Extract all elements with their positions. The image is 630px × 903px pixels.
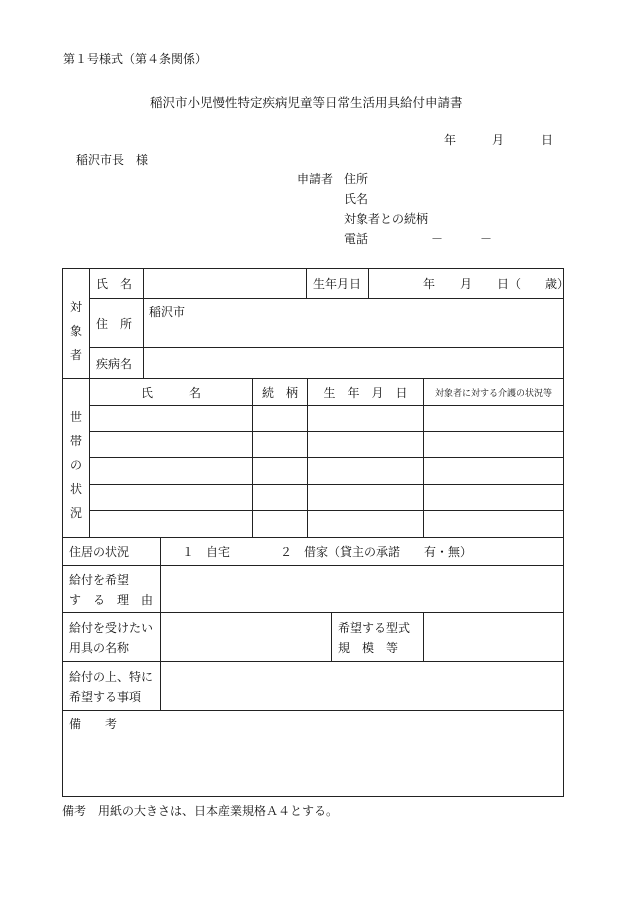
equipment-model-label: 希望する型式 規 模 等: [338, 621, 411, 655]
household-section-label: 世 帯 の 状 況: [69, 410, 82, 520]
remarks-label: 備 考: [69, 717, 118, 731]
household-col-birthdate: 生 年 月 日: [323, 385, 408, 400]
form-number: 第１号様式（第４条関係）: [63, 52, 208, 66]
addressee: 稲沢市長 様: [76, 153, 149, 167]
household-col-care: 対象者に対する介護の状況等: [434, 388, 552, 399]
applicant-label: 申請者: [297, 172, 334, 186]
equipment-name-field[interactable]: [161, 613, 331, 661]
requests-label: 給付の上、特に 希望する事項: [69, 670, 154, 704]
remarks-field[interactable]: [63, 731, 563, 795]
subject-section-label: 対 象 者: [69, 300, 82, 362]
page-title: 稲沢市小児慢性特定疾病児童等日常生活用具給付申請書: [150, 95, 463, 110]
date-year-label: 年: [444, 133, 457, 147]
equipment-name-label: 給付を受けたい 用具の名称: [69, 621, 154, 655]
residence-label: 住居の状況: [69, 545, 130, 559]
applicant-name-label: 氏名: [344, 192, 369, 206]
residence-option-own[interactable]: １ 自宅: [182, 545, 231, 559]
subject-address-value: 稲沢市: [149, 305, 186, 319]
reason-field[interactable]: [161, 566, 563, 612]
date-day-label: 日: [541, 133, 554, 147]
birth-day-age-label: 日（ 歳）: [497, 277, 570, 291]
residence-option-rent[interactable]: ２ 借家（貸主の承諾 有・無）: [280, 545, 473, 559]
household-col-relation: 続 柄: [261, 385, 298, 400]
subject-address-field[interactable]: [144, 299, 563, 347]
subject-disease-label: 疾病名: [96, 356, 133, 371]
footer-note: 備考 用紙の大きさは、日本産業規格Ａ４とする。: [62, 804, 339, 818]
phone-separator-2: －: [480, 232, 493, 246]
subject-name-label: 氏 名: [96, 277, 133, 291]
subject-name-field[interactable]: [144, 269, 306, 298]
requests-field[interactable]: [161, 662, 563, 710]
household-col-name: 氏 名: [140, 385, 201, 400]
household-rows[interactable]: [90, 406, 563, 537]
equipment-model-field[interactable]: [424, 613, 563, 661]
date-month-label: 月: [492, 133, 505, 147]
phone-separator-1: －: [431, 232, 444, 246]
subject-disease-field[interactable]: [144, 348, 563, 378]
applicant-relation-label: 対象者との続柄: [344, 212, 429, 226]
birth-year-label: 年: [423, 277, 436, 291]
applicant-address-label: 住所: [344, 172, 369, 186]
applicant-phone-label: 電話: [344, 232, 369, 246]
subject-address-label: 住 所: [96, 316, 133, 331]
subject-birthdate-label: 生年月日: [313, 277, 362, 291]
birth-month-label: 月: [460, 277, 473, 291]
reason-label: 給付を希望 す る 理 由: [69, 573, 154, 607]
subject-birthdate-field[interactable]: [369, 269, 570, 298]
